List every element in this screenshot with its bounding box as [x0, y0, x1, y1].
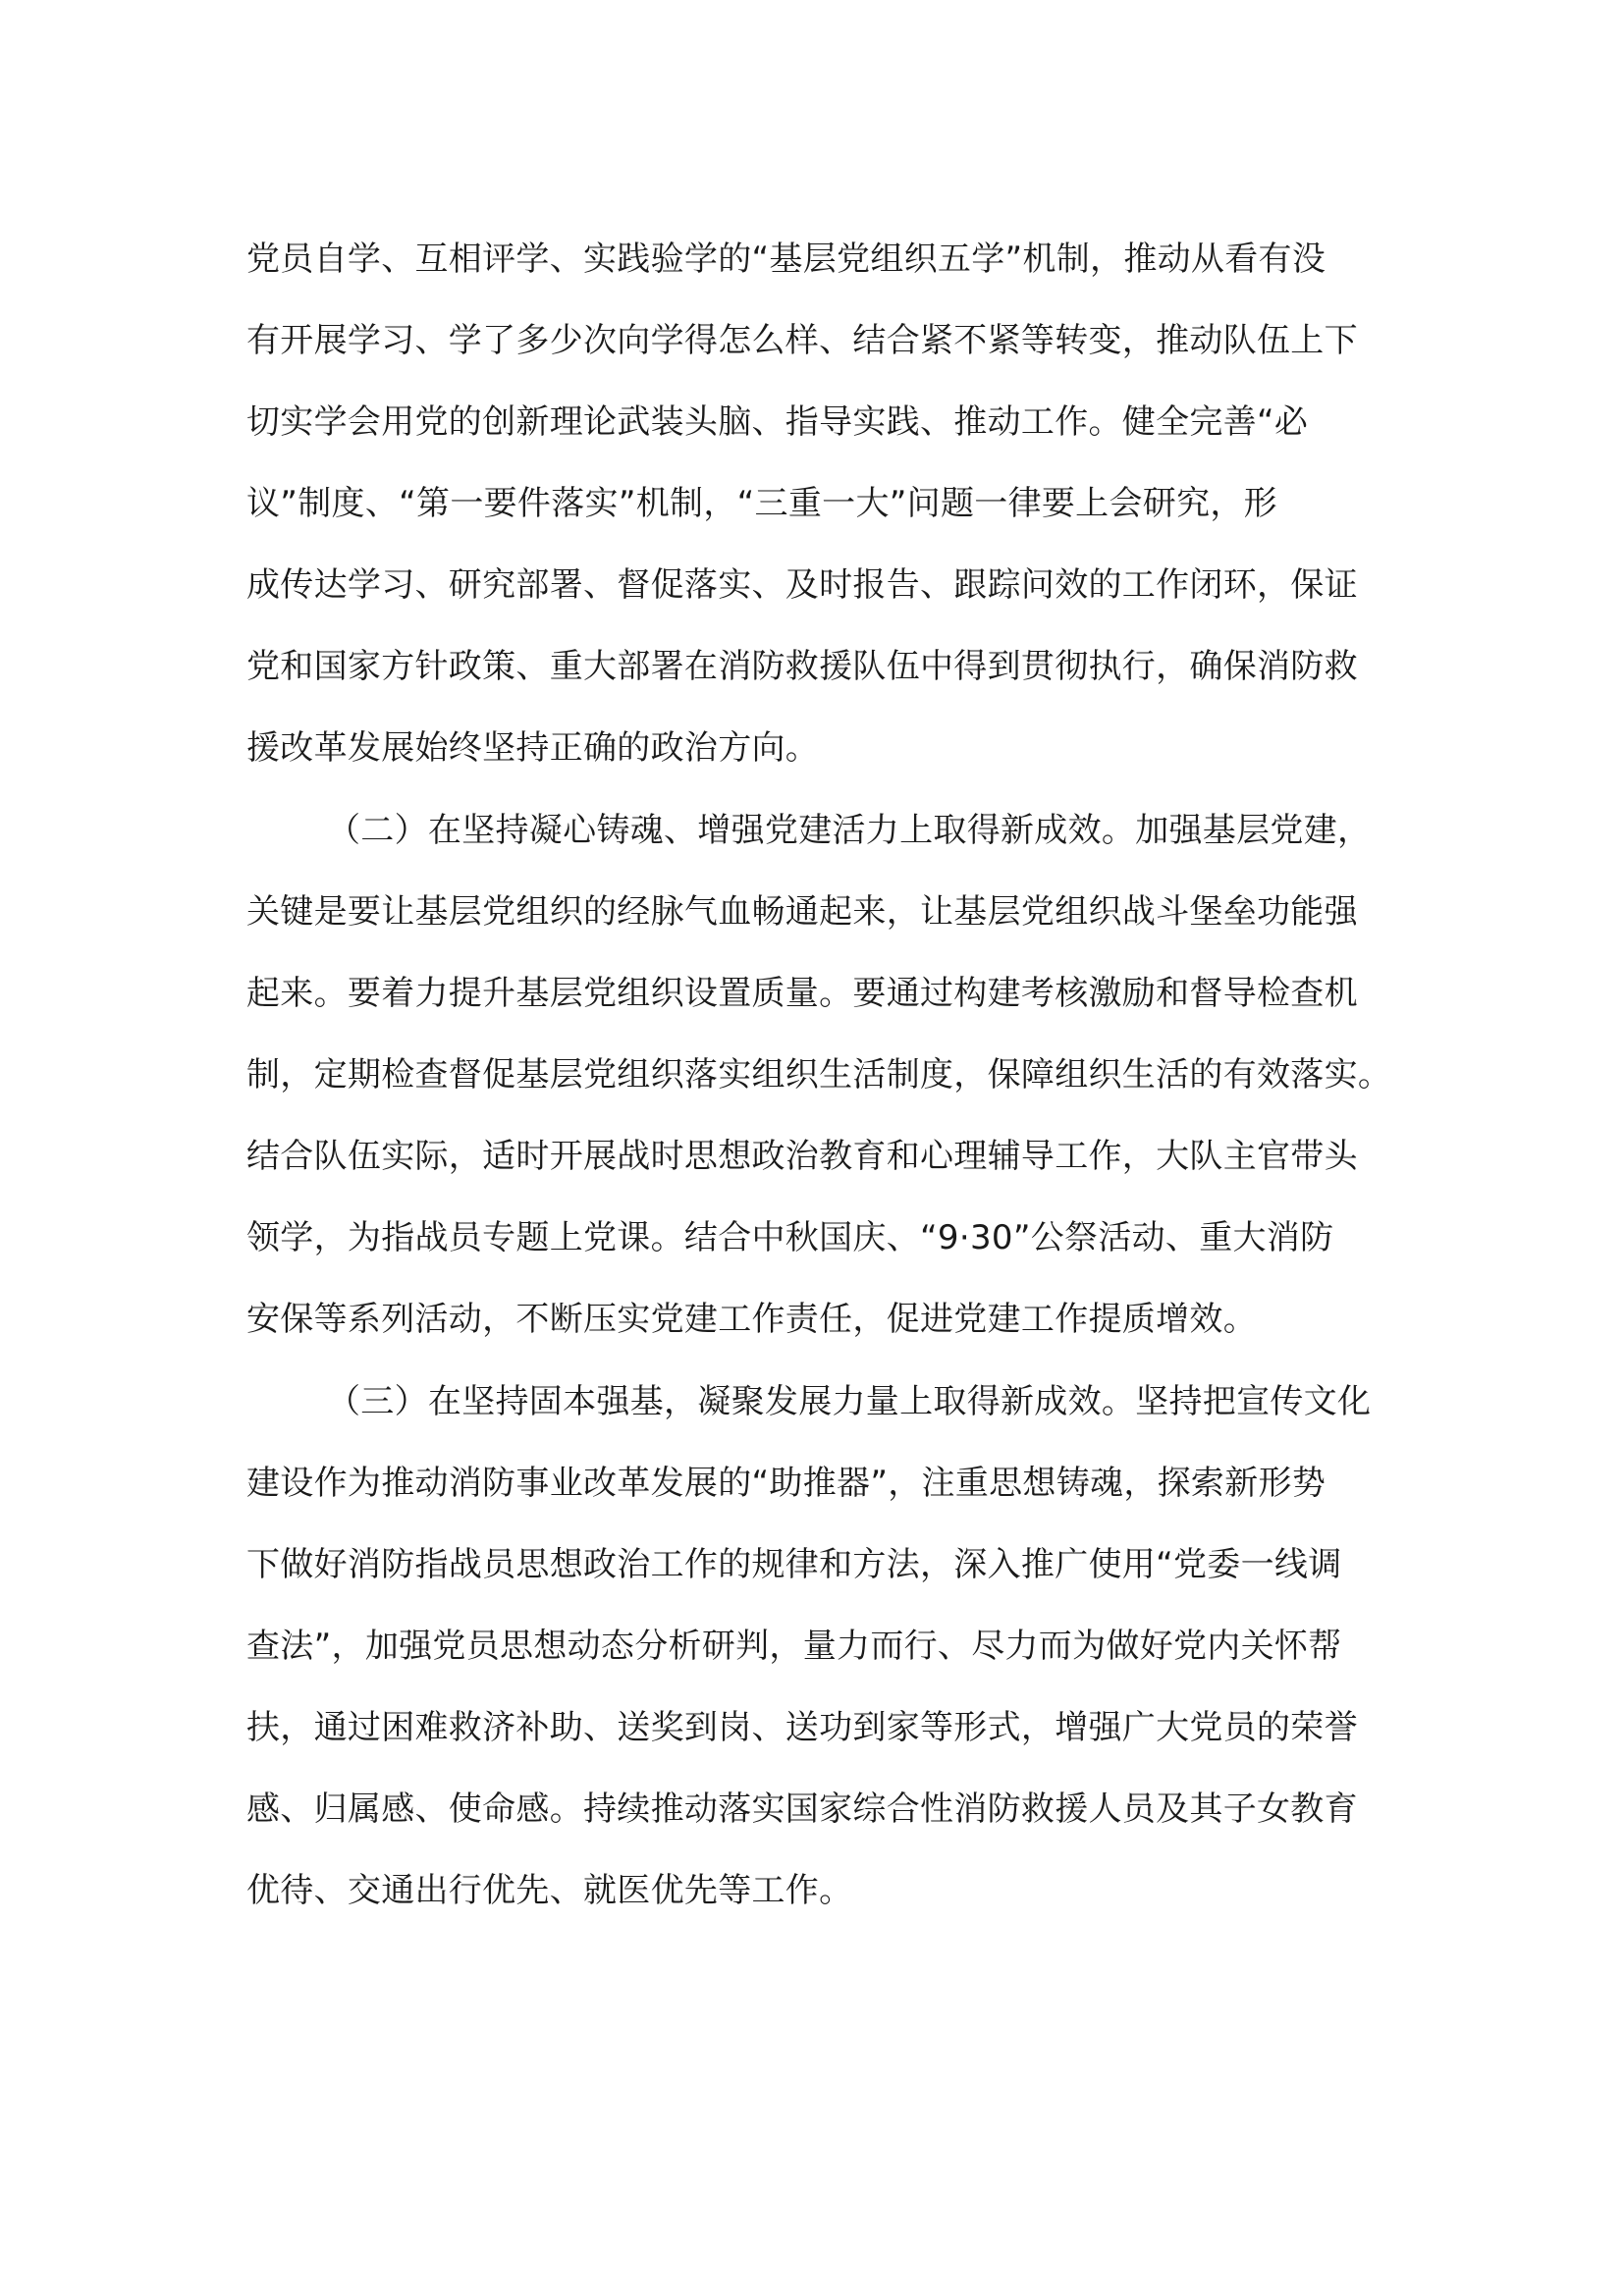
paragraph-line: 关键是要让基层党组织的经脉气血畅通起来，让基层党组织战斗堡垒功能强 [246, 892, 1358, 932]
paragraph-line: 成传达学习、研究部署、督促落实、及时报告、跟踪问效的工作闭环，保证 [246, 565, 1358, 605]
paragraph-line: 切实学会用党的创新理论武装头脑、指导实践、推动工作。健全完善“必 [246, 402, 1309, 442]
paragraph-line: 建设作为推动消防事业改革发展的“助推器”，注重思想铸魂，探索新形势 [246, 1464, 1326, 1503]
paragraph-line: 感、归属感、使命感。持续推动落实国家综合性消防救援人员及其子女教育 [246, 1789, 1358, 1829]
paragraph-line: 结合队伍实际，适时开展战时思想政治教育和心理辅导工作，大队主官带头 [246, 1137, 1358, 1176]
paragraph-line: （三）在坚持固本强基，凝聚发展力量上取得新成效。坚持把宣传文化 [327, 1382, 1372, 1421]
paragraph-line: （二）在坚持凝心铸魂、增强党建活力上取得新成效。加强基层党建， [327, 811, 1372, 850]
paragraph-line: 援改革发展始终坚持正确的政治方向。 [246, 728, 820, 768]
paragraph-line: 议”制度、“第一要件落实”机制，“三重一大”问题一律要上会研究，形 [246, 484, 1277, 523]
paragraph-line: 安保等系列活动，不断压实党建工作责任，促进党建工作提质增效。 [246, 1300, 1257, 1339]
paragraph-line: 下做好消防指战员思想政治工作的规律和方法，深入推广使用“党委一线调 [246, 1545, 1342, 1584]
paragraph-line: 领学，为指战员专题上党课。结合中秋国庆、“9·30”公祭活动、重大消防 [246, 1218, 1334, 1257]
paragraph-line: 查法”，加强党员思想动态分析研判，量力而行、尽力而为做好党内关怀帮 [246, 1627, 1342, 1666]
paragraph-line: 党和国家方针政策、重大部署在消防救援队伍中得到贯彻执行，确保消防救 [246, 647, 1358, 686]
paragraph-line: 起来。要着力提升基层党组织设置质量。要通过构建考核激励和督导检查机 [246, 974, 1358, 1013]
paragraph-line: 制，定期检查督促基层党组织落实组织生活制度，保障组织生活的有效落实。 [246, 1055, 1392, 1095]
paragraph-line: 扶，通过困难救济补助、送奖到岗、送功到家等形式，增强广大党员的荣誉 [246, 1708, 1358, 1747]
paragraph-line: 有开展学习、学了多少次向学得怎么样、结合紧不紧等转变，推动队伍上下 [246, 321, 1358, 360]
paragraph-line: 优待、交通出行优先、就医优先等工作。 [246, 1871, 853, 1910]
paragraph-line: 党员自学、互相评学、实践验学的“基层党组织五学”机制，推动从看有没 [246, 240, 1326, 279]
